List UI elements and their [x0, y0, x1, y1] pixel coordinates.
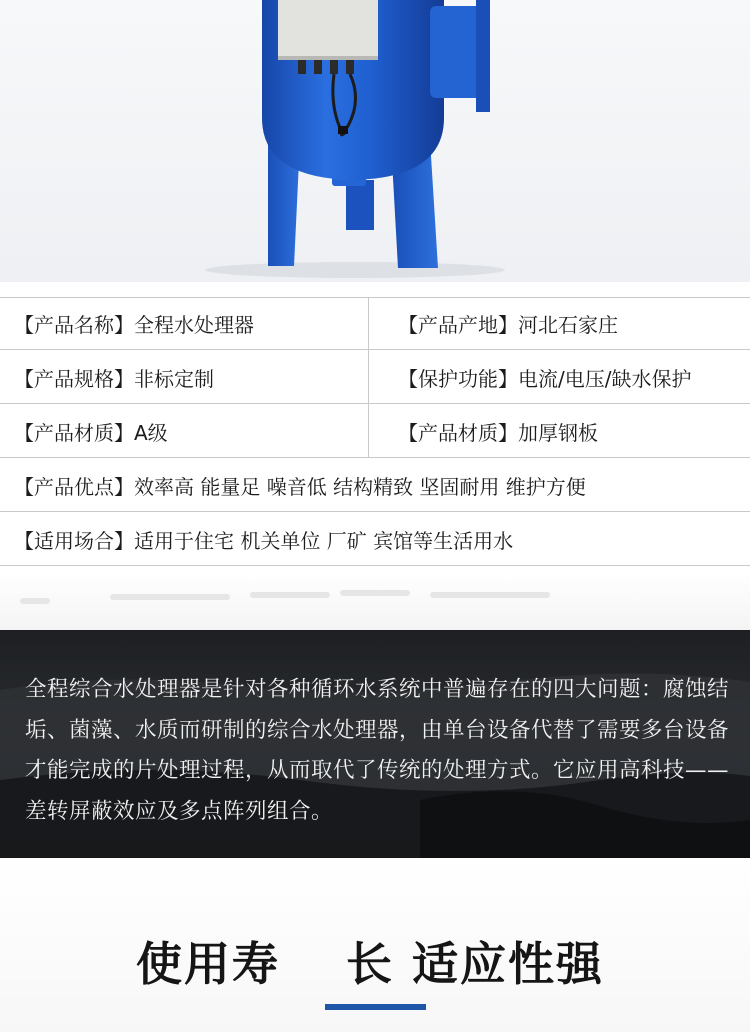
table-divider: [0, 457, 750, 458]
reflection-strip: [0, 572, 750, 630]
spec-protection: 【保护功能】电流/电压/缺水保护: [398, 366, 692, 391]
feature-title-part2: 长 适应性强: [346, 937, 605, 991]
table-divider: [0, 565, 750, 566]
spec-row: [0, 351, 750, 403]
spec-row: [0, 297, 750, 349]
description-text: 全程综合水处理器是针对各种循环水系统中普遍存在的四大问题：腐蚀结垢、菌藻、水质而研制的综合水处理器，由单台设备代替了需要多台设备才能完成的片处理过程，从而取代了传统的处理方式。它应用高科技——差转屏蔽效应及多点阵列组合。: [25, 677, 730, 824]
description-banner: [0, 630, 750, 858]
spec-size: 【产品规格】非标定制: [14, 366, 214, 391]
feature-title-part1: 使用寿: [136, 937, 280, 991]
accent-bar: [325, 1004, 426, 1010]
spec-material: 【产品材质】A级: [14, 420, 168, 445]
table-divider: [0, 349, 750, 350]
spec-row: [0, 513, 750, 565]
feature-section: [0, 858, 750, 1032]
product-photo: [0, 0, 750, 282]
table-divider: [0, 511, 750, 512]
spec-applications: 【适用场合】适用于住宅 机关单位 厂矿 宾馆等生活用水: [14, 528, 514, 553]
spec-name: 【产品名称】全程水处理器: [14, 312, 254, 337]
spec-origin: 【产品产地】河北石家庄: [398, 312, 618, 337]
spec-row: [0, 459, 750, 511]
spec-material-2: 【产品材质】加厚钢板: [398, 420, 598, 445]
water-treatment-device-image: [0, 0, 750, 282]
spec-advantages: 【产品优点】效率高 能量足 噪音低 结构精致 坚固耐用 维护方便: [14, 474, 586, 499]
table-divider: [0, 403, 750, 404]
spec-table: [0, 282, 750, 572]
spec-row: [0, 405, 750, 457]
